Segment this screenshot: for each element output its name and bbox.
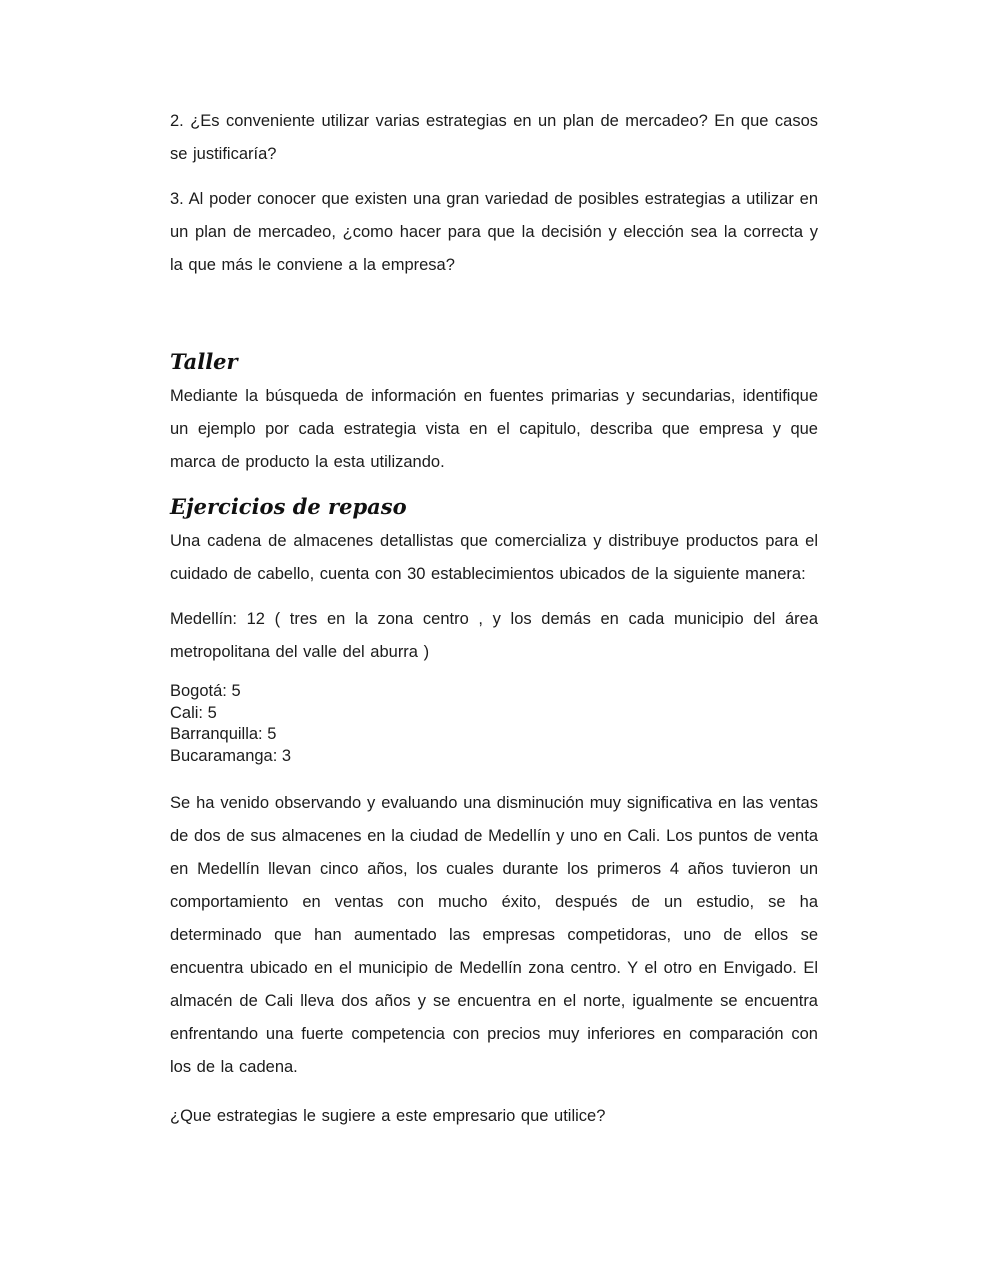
- ejercicios-heading: Ejercicios de repaso: [170, 494, 407, 519]
- section-spacer: [170, 282, 818, 348]
- question-3-paragraph: 3. Al poder conocer que existen una gran variedad de posibles estrategias a utilizar en un plan de mercadeo, ¿como hacer para que la decisión y elección sea la correcta y la que más le conviene a la empresa?: [170, 190, 818, 274]
- location-line-cali: Cali: 5: [170, 703, 217, 722]
- location-line-bogota: Bogotá: 5: [170, 682, 241, 700]
- section-spacer: [170, 479, 818, 493]
- final-question-paragraph: ¿Que estrategias le sugiere a este empresario que utilice?: [170, 1107, 606, 1125]
- location-line-bucaramanga: Bucaramanga: 3: [170, 746, 292, 765]
- taller-body-paragraph: Mediante la búsqueda de información en fuentes primarias y secundarias, identifique un ejemplo por cada estrategia vista en el capitulo, describa que empresa y que marca de producto la esta utilizando.: [170, 387, 818, 471]
- case-study-paragraph: Se ha venido observando y evaluando una disminución muy significativa en las ventas de dos de sus almacenes en la ciudad de Medellín y uno en Cali. Los puntos de venta en Medellín llevan cinco años, los cuales durante los primeros 4 años tuvieron un comportamiento en ventas con mucho éxito, después de un estudio, se ha determinado que han aumentado las empresas competidoras, uno de ellos se encuentra ubicado en el municipio de Medellín zona centro. Y el otro en Envigado. El almacén de Cali lleva dos años y se encuentra en el norte, igualmente se encuentra enfrentando una fuerte competencia con precios muy inferiores en comparación con los de la cadena.: [170, 794, 818, 1076]
- taller-heading: Taller: [170, 349, 238, 374]
- ejercicios-intro-paragraph: Una cadena de almacenes detallistas que comercializa y distribuye productos para el cuidado de cabello, cuenta con 30 establecimientos ubicados de la siguiente manera:: [170, 532, 818, 583]
- question-2-paragraph: 2. ¿Es conveniente utilizar varias estrategias en un plan de mercadeo? En que casos se justificaría?: [170, 112, 818, 163]
- document-text-block: [170, 105, 818, 1145]
- medellin-detail-paragraph: Medellín: 12 ( tres en la zona centro , y los demás en cada municipio del área metropolitana del valle del aburra ): [170, 610, 818, 661]
- location-line-barranquilla: Barranquilla: 5: [170, 725, 277, 743]
- store-locations-list: [170, 681, 818, 767]
